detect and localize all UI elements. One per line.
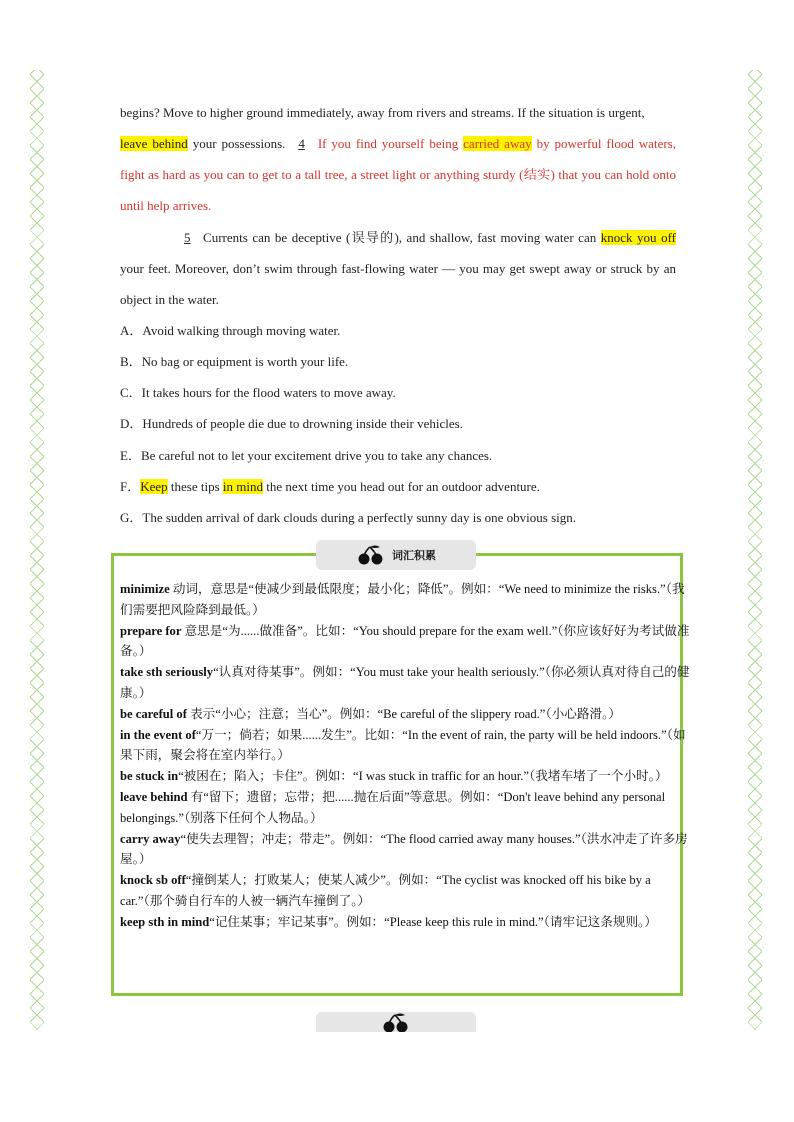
vocab-entries [120,579,695,933]
vocab-entry: in the event of“万一；倘若；如果......发生”。比如：“In the event of rain, the party will be held indoors.”（如果下雨，聚会将在室内举行。） [120,727,686,763]
option-b: B．No bag or equipment is worth your life. [120,354,349,369]
vocab-entry: leave behind 有“留下；遗留；忘带；把......抛在后面”等意思。例如：“Don't leave behind any personal belongings.”（别落下任何个人物品。） [120,789,666,825]
vocab-entry: minimize 动词，意思是“使减少到最低限度；最小化；降低”。例如：“We need to minimize the risks.”（我们需要把风险降到最低。） [120,582,685,617]
vocab-entry: be careful of 表示“小心；注意；当心”。例如：“Be careful of the slippery road.”（小心路滑。） [120,706,621,721]
passage-text: your feet. Moreover, don’t swim through fast-flowing water — you may get swept away or struck by an object in the water. [120,261,676,307]
answer-sentence: If you find yourself being carried away by powerful flood waters, fight as hard as you can to get to a tall tree, a street light or anything sturdy (结实) that you can hold onto until help arrives. [120,136,676,213]
passage-text: your possessions. [187,136,291,151]
decorative-border-right [748,70,762,1030]
option-f: F．Keep these tips in mind the next time you head out for an outdoor adventure. [120,479,540,494]
vocab-entry: knock sb off“撞倒某人；打败某人；使某人减少”。例如：“The cyclist was knocked off his bike by a car.”（那个骑自行车的人被一辆汽车撞倒了。） [120,873,651,908]
passage-paragraph-2 [120,222,676,315]
vocab-entry: carry away“使失去理智；冲走；带走”。例如：“The flood carried away many houses.”（洪水冲走了许多房屋。） [120,831,688,867]
answer-blank-4: 4 [298,136,305,151]
passage-paragraph-1 [120,97,676,221]
vocab-entry: prepare for 意思是“为......做准备”。比如：“You should prepare for the exam well.”（你应该好好为考试做准备。） [120,623,690,659]
answer-blank-5: 5 [184,230,191,245]
option-e: E．Be careful not to let your excitement drive you to take any chances. [120,448,493,463]
highlight-phrase: in mind [222,479,264,494]
cherry-icon [381,1012,411,1032]
option-d: D．Hundreds of people die due to drowning inside their vehicles. [120,416,463,431]
option-g: G．The sudden arrival of dark clouds during a perfectly sunny day is one obvious sign. [120,510,576,525]
option-a: A．Avoid walking through moving water. [120,323,341,338]
vocab-entry: be stuck in“被困在；陷入；卡住”。例如：“I was stuck in traffic for an hour.”（我堵车堵了一个小时。） [120,769,668,784]
vocab-entry: take sth seriously“认真对待某事”。例如：“You must take your health seriously.”（你必须认真对待自己的健康。） [120,665,690,700]
vocab-title: 词汇积累 [392,549,436,562]
vocab-header-tab [316,540,476,570]
highlight-phrase: knock you off [600,230,676,245]
highlight-phrase: Keep [140,479,168,494]
option-c: C．It takes hours for the flood waters to move away. [120,385,396,400]
next-section-tab [316,1012,476,1032]
passage-text: begins? Move to higher ground immediately, away from rivers and streams. If the situation is urgent, [120,105,645,120]
cherry-icon [356,544,386,566]
highlight-phrase: carried away [463,136,532,151]
decorative-border-left [30,70,44,1030]
vocab-entry: keep sth in mind“记住某事；牢记某事”。例如：“Please keep this rule in mind.”（请牢记这条规则。） [120,914,657,929]
highlight-phrase: leave behind [120,136,188,151]
passage-text: Currents can be deceptive (误导的), and shallow, fast moving water can [198,230,601,245]
